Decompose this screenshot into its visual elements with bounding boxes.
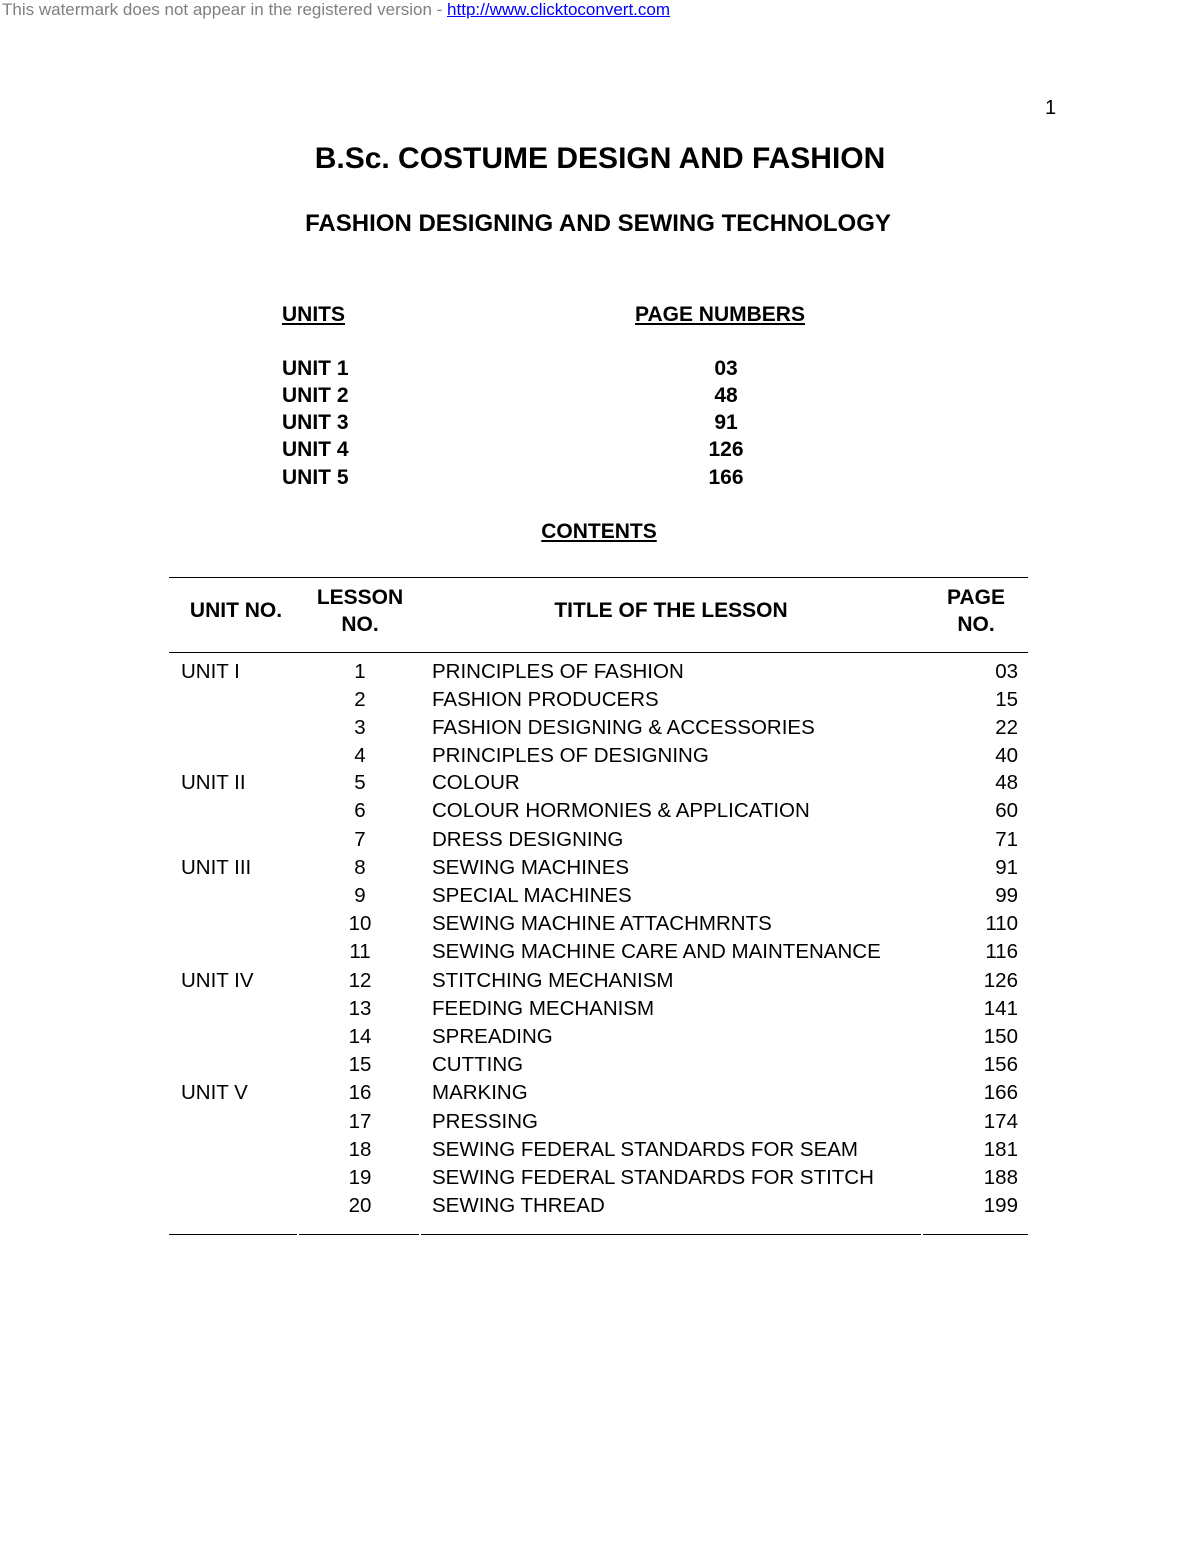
watermark-notice xyxy=(2,0,670,20)
cell-title: FASHION PRODUCERS xyxy=(432,688,659,711)
table-row xyxy=(0,1194,1200,1222)
cell-page: 199 xyxy=(983,1194,1018,1217)
table-row xyxy=(0,1166,1200,1194)
cell-title: SPREADING xyxy=(432,1025,553,1048)
cell-page: 116 xyxy=(985,940,1018,963)
cell-page: 60 xyxy=(995,799,1018,822)
unit-page-number: 48 xyxy=(714,384,738,407)
cell-lesson: 8 xyxy=(354,856,366,879)
cell-page: 99 xyxy=(995,884,1018,907)
unit-label: UNIT 1 xyxy=(282,357,349,380)
unit-page-number: 91 xyxy=(714,411,738,434)
cell-title: PRESSING xyxy=(432,1110,538,1133)
cell-page: 48 xyxy=(995,771,1018,794)
table-row xyxy=(0,771,1200,799)
cell-title: FEEDING MECHANISM xyxy=(432,997,655,1020)
cell-page: 91 xyxy=(995,856,1018,879)
cell-lesson: 3 xyxy=(354,716,366,739)
header-lesson-no-line2: NO. xyxy=(341,613,379,636)
cell-title: SEWING MACHINES xyxy=(432,856,630,879)
cell-unit: UNIT V xyxy=(181,1081,248,1104)
cell-unit: UNIT III xyxy=(181,856,252,879)
table-row xyxy=(0,940,1200,968)
table-bottom-rule-lesson xyxy=(299,1234,419,1235)
table-top-rule xyxy=(169,577,1028,578)
cell-lesson: 20 xyxy=(348,1194,372,1217)
unit-label: UNIT 3 xyxy=(282,411,349,434)
cell-lesson: 14 xyxy=(348,1025,372,1048)
cell-title: SEWING THREAD xyxy=(432,1194,605,1217)
cell-lesson: 5 xyxy=(354,771,366,794)
unit-row xyxy=(0,384,1200,411)
cell-page: 110 xyxy=(985,912,1018,935)
cell-title: DRESS DESIGNING xyxy=(432,828,624,851)
cell-title: FASHION DESIGNING & ACCESSORIES xyxy=(432,716,815,739)
cell-lesson: 18 xyxy=(348,1138,372,1161)
cell-lesson: 19 xyxy=(348,1166,372,1189)
unit-row xyxy=(0,357,1200,384)
cell-title: SEWING FEDERAL STANDARDS FOR STITCH xyxy=(432,1166,874,1189)
unit-label: UNIT 5 xyxy=(282,466,349,489)
cell-title: SEWING FEDERAL STANDARDS FOR SEAM xyxy=(432,1138,858,1161)
cell-lesson: 12 xyxy=(348,969,372,992)
cell-unit: UNIT II xyxy=(181,771,246,794)
table-row xyxy=(0,799,1200,827)
cell-lesson: 11 xyxy=(349,940,371,963)
unit-row xyxy=(0,438,1200,465)
table-row xyxy=(0,744,1200,772)
cell-lesson: 13 xyxy=(348,997,372,1020)
cell-page: 166 xyxy=(983,1081,1018,1104)
cell-lesson: 9 xyxy=(354,884,366,907)
header-page-no-line2: NO. xyxy=(957,613,995,636)
cell-lesson: 1 xyxy=(354,660,366,683)
watermark-link[interactable]: http://www.clicktoconvert.com xyxy=(447,0,671,19)
table-bottom-rule-page xyxy=(923,1234,1028,1235)
page-numbers-column-header: PAGE NUMBERS xyxy=(635,303,805,326)
document-title: B.Sc. COSTUME DESIGN AND FASHION xyxy=(314,142,886,175)
document-subtitle: FASHION DESIGNING AND SEWING TECHNOLOGY xyxy=(305,210,891,237)
header-page-no-line1: PAGE xyxy=(947,586,1005,609)
cell-title: STITCHING MECHANISM xyxy=(432,969,674,992)
cell-unit: UNIT IV xyxy=(181,969,254,992)
cell-page: 15 xyxy=(995,688,1018,711)
cell-lesson: 15 xyxy=(348,1053,372,1076)
header-title: TITLE OF THE LESSON xyxy=(554,599,788,622)
table-row xyxy=(0,1110,1200,1138)
cell-lesson: 7 xyxy=(354,828,366,851)
table-bottom-rule-unit xyxy=(169,1234,297,1235)
cell-lesson: 17 xyxy=(348,1110,372,1133)
unit-row xyxy=(0,466,1200,493)
cell-page: 174 xyxy=(983,1110,1018,1133)
cell-page: 03 xyxy=(995,660,1018,683)
cell-page: 40 xyxy=(995,744,1018,767)
table-row xyxy=(0,1053,1200,1081)
table-row xyxy=(0,660,1200,688)
table-row xyxy=(0,1138,1200,1166)
table-header-rule xyxy=(169,652,1028,653)
table-row xyxy=(0,1025,1200,1053)
header-lesson-no xyxy=(300,584,420,638)
cell-page: 181 xyxy=(983,1138,1018,1161)
page-number: 1 xyxy=(1045,97,1057,119)
table-row xyxy=(0,997,1200,1025)
cell-title: SEWING MACHINE CARE AND MAINTENANCE xyxy=(432,940,881,963)
table-row xyxy=(0,969,1200,997)
cell-title: SEWING MACHINE ATTACHMRNTS xyxy=(432,912,772,935)
header-lesson-no-line1: LESSON xyxy=(316,586,404,609)
cell-lesson: 10 xyxy=(348,912,372,935)
table-row xyxy=(0,912,1200,940)
cell-title: PRINCIPLES OF FASHION xyxy=(432,660,684,683)
cell-page: 188 xyxy=(983,1166,1018,1189)
cell-title: COLOUR HORMONIES & APPLICATION xyxy=(432,799,810,822)
watermark-text: This watermark does not appear in the registered version - xyxy=(2,0,448,19)
unit-page-number: 166 xyxy=(708,466,744,489)
header-unit-no: UNIT NO. xyxy=(189,599,283,622)
cell-lesson: 16 xyxy=(348,1081,372,1104)
unit-row xyxy=(0,411,1200,438)
cell-page: 71 xyxy=(995,828,1018,851)
table-row xyxy=(0,828,1200,856)
unit-page-number: 126 xyxy=(708,438,744,461)
table-row xyxy=(0,1081,1200,1109)
unit-page-number: 03 xyxy=(714,357,738,380)
table-row xyxy=(0,716,1200,744)
cell-unit: UNIT I xyxy=(181,660,240,683)
cell-page: 156 xyxy=(983,1053,1018,1076)
cell-page: 150 xyxy=(983,1025,1018,1048)
cell-title: PRINCIPLES OF DESIGNING xyxy=(432,744,709,767)
cell-page: 22 xyxy=(995,716,1018,739)
header-page-no xyxy=(930,584,1022,638)
unit-label: UNIT 2 xyxy=(282,384,349,407)
cell-title: SPECIAL MACHINES xyxy=(432,884,632,907)
table-row xyxy=(0,688,1200,716)
cell-title: MARKING xyxy=(432,1081,528,1104)
cell-title: CUTTING xyxy=(432,1053,524,1076)
cell-page: 126 xyxy=(983,969,1018,992)
units-column-header: UNITS xyxy=(282,303,345,326)
contents-heading: CONTENTS xyxy=(541,520,657,543)
table-row xyxy=(0,884,1200,912)
cell-lesson: 2 xyxy=(354,688,366,711)
table-row xyxy=(0,856,1200,884)
table-bottom-rule-title xyxy=(421,1234,921,1235)
cell-lesson: 6 xyxy=(354,799,366,822)
cell-title: COLOUR xyxy=(432,771,520,794)
unit-label: UNIT 4 xyxy=(282,438,349,461)
cell-page: 141 xyxy=(983,997,1018,1020)
cell-lesson: 4 xyxy=(354,744,366,767)
